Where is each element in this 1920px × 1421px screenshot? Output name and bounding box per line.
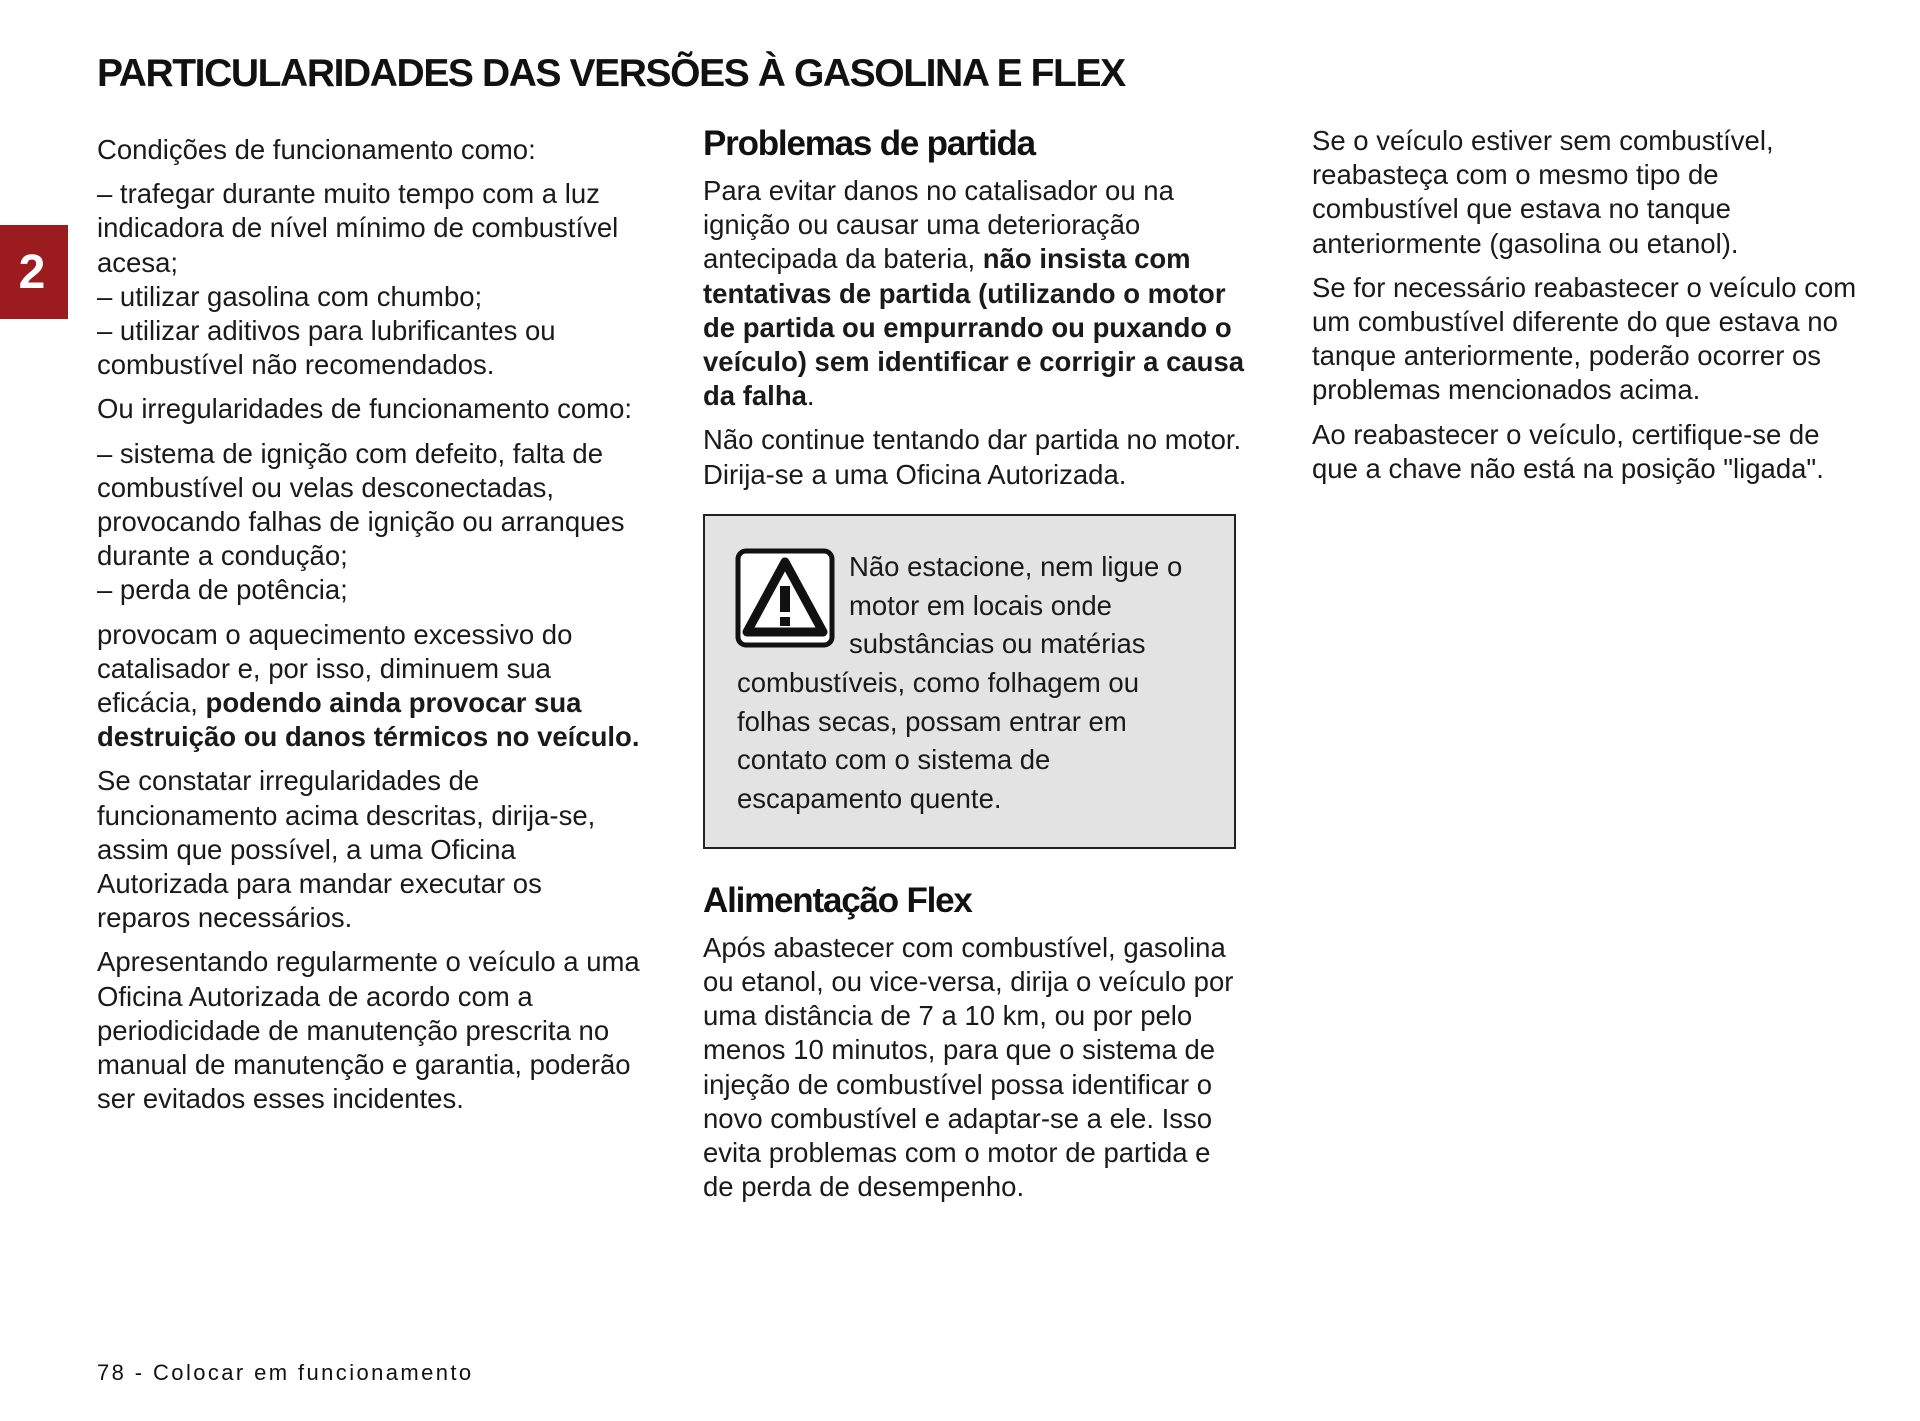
intro-conditions: Condições de funcionamento como: xyxy=(97,134,536,165)
warning-triangle-icon xyxy=(735,548,835,648)
warning-text: Não estacione, nem ligue o motor em locais onde substâncias ou matérias combustíveis, como folhagem ou folhas secas, possam entrar em contato com o sistema de escapamento quente. xyxy=(737,550,1183,815)
consequence-text: provocam o aquecimento excessivo do catalisador e, por isso, diminuem sua eficácia, xyxy=(97,618,573,719)
page-footer: 78 - Colocar em funcionamento xyxy=(97,1360,474,1385)
list-item: – trafegar durante muito tempo com a luz indicadora de nível mínimo de combustível acesa; xyxy=(97,178,619,278)
page-title: PARTICULARIDADES DAS VERSÕES À GASOLINA E FLEX xyxy=(97,52,1125,95)
refuel-different-paragraph: Se for necessário reabastecer o veículo com um combustível diferente do que estava no tanque anteriormente, poderão ocorrer os problemas mencionados acima. xyxy=(1312,271,1857,406)
starting-text: Para evitar danos no catalisador ou na ignição ou causar uma deterioração antecipada da bateria, xyxy=(703,175,1174,275)
starting-bold: não insista com tentativas de partida (utilizando o motor de partida ou empurrando ou puxando o veículo) sem identificar e corrigir a causa da falha xyxy=(703,243,1245,412)
chapter-tab xyxy=(0,225,68,319)
starting-paragraph xyxy=(703,174,1248,413)
key-position-paragraph: Ao reabastecer o veículo, certifique-se de que a chave não está na posição "ligada". xyxy=(1312,418,1824,484)
irregularities-list xyxy=(97,437,642,608)
column-left xyxy=(97,133,642,1126)
list-item: – utilizar gasolina com chumbo; xyxy=(97,280,483,312)
column-middle xyxy=(703,120,1248,1214)
chapter-number: 2 xyxy=(18,245,46,299)
flex-paragraph: Após abastecer com combustível, gasolina ou etanol, ou vice-versa, dirija o veículo por uma distância de 7 a 10 km, ou por pelo menos 10 minutos, para que o sistema de injeção de combustível possa identificar o novo combustível e adaptar-se a ele. Isso evita problemas com o motor de partida e de perda de desempenho. xyxy=(703,931,1234,1203)
heading-flex: Alimentação Flex xyxy=(703,880,972,920)
warning-box xyxy=(703,514,1236,849)
consequence-paragraph xyxy=(97,618,642,755)
starting-end: . xyxy=(806,380,815,412)
list-item: – sistema de ignição com defeito, falta de combustível ou velas desconectadas, provocando falhas de ignição ou arranques durante a condução; xyxy=(97,437,625,572)
consequence-bold: podendo ainda provocar sua destruição ou danos térmicos no veículo. xyxy=(97,687,640,753)
conditions-list xyxy=(97,177,642,382)
list-item: – utilizar aditivos para lubrificantes ou combustível não recomendados. xyxy=(97,315,556,381)
no-continue-paragraph: Não continue tentando dar partida no motor. Dirija-se a uma Oficina Autorizada. xyxy=(703,424,1242,490)
column-right xyxy=(1312,124,1857,496)
heading-starting-problems: Problemas de partida xyxy=(703,124,1035,163)
list-item: – perda de potência; xyxy=(97,574,348,606)
intro-irregularities: Ou irregularidades de funcionamento como: xyxy=(97,393,633,425)
maintenance-paragraph: Apresentando regularmente o veículo a uma Oficina Autorizada de acordo com a periodicidade de manutenção prescrita no manual de manutenção e garantia, poderão ser evitados esses incidentes. xyxy=(97,946,640,1115)
refuel-same-paragraph: Se o veículo estiver sem combustível, reabasteça com o mesmo tipo de combustível que estava no tanque anteriormente (gasolina ou etanol). xyxy=(1312,125,1774,259)
repair-paragraph: Se constatar irregularidades de funcionamento acima descritas, dirija-se, assim que possível, a uma Oficina Autorizada para mandar executar os reparos necessários. xyxy=(97,765,596,934)
